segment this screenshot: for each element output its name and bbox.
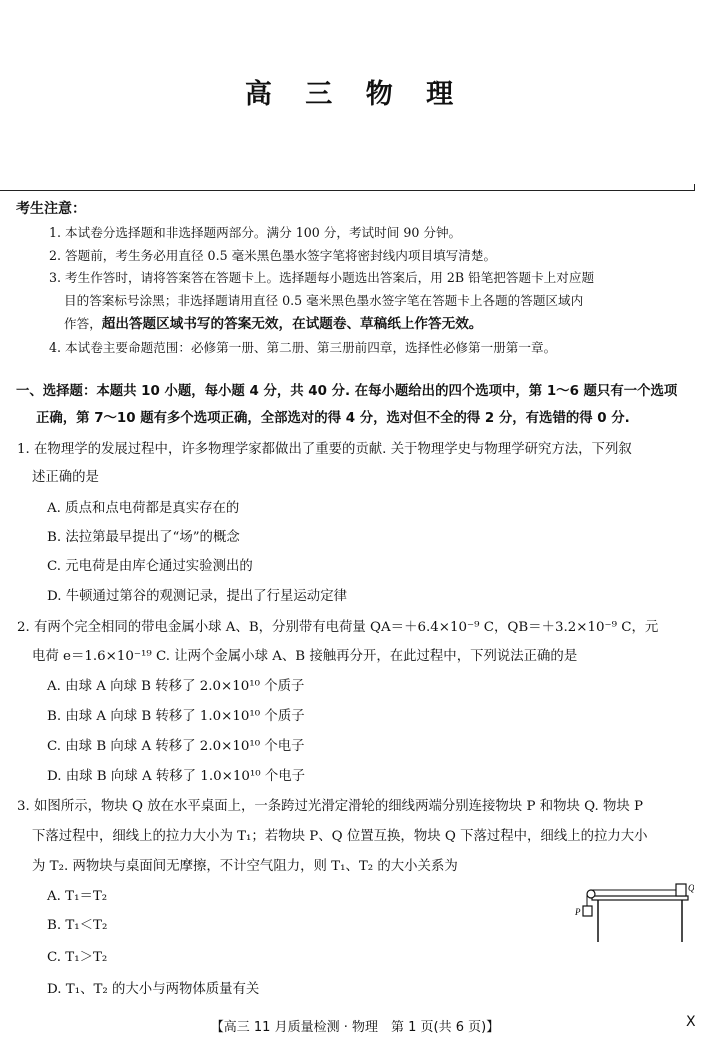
note-3-cont: 目的答案标号涂黑；非选择题请用直径 0.5 毫米黑色墨水签字笔在答题卡上各题的答题区域内: [64, 293, 584, 308]
q3-option-b: B. T₁＜T₂: [47, 918, 108, 933]
pulley-table-figure: [574, 878, 694, 948]
q3-option-c: C. T₁＞T₂: [47, 950, 108, 965]
header-rule-tick: [694, 184, 695, 191]
q1-stem: 1. 在物理学的发展过程中，许多物理学家都做出了重要的贡献. 关于物理学史与物理学研究方法，下列叙: [17, 442, 632, 457]
q3-option-a: A. T₁＝T₂: [47, 889, 108, 904]
block-p: [583, 906, 592, 916]
label-q: Q: [688, 883, 694, 893]
note-3: 3. 考生作答时，请将答案答在答题卡上。选择题每小题选出答案后，用 2B 铅笔把答题卡上对应题: [49, 270, 595, 285]
page-title: 高 三 物 理: [244, 79, 466, 110]
note-3-cont-2: [64, 312, 482, 332]
q3-option-d: D. T₁、T₂ 的大小与两物体质量有关: [47, 982, 260, 997]
note-4: 4. 本试卷主要命题范围：必修第一册、第二册、第三册前四章，选择性必修第一册第一章。: [49, 340, 557, 355]
note-3-emphasis: 超出答题区域书写的答案无效，在试题卷、草稿纸上作答无效。: [101, 316, 483, 332]
q1-option-a: A. 质点和点电荷都是真实存在的: [47, 501, 240, 516]
tabletop: [592, 896, 688, 900]
q2-option-c: C. 由球 B 向球 A 转移了 2.0×10¹⁰ 个电子: [47, 739, 305, 754]
q3-stem: 3. 如图所示，物块 Q 放在水平桌面上，一条跨过光滑定滑轮的细线两端分别连接物块 P 和物块 Q. 物块 P: [17, 799, 644, 814]
notes-heading: 考生注意：: [16, 201, 86, 217]
note-3-answer-prefix: 作答，: [64, 316, 102, 331]
footer-code: X: [686, 1014, 696, 1030]
q2-option-a: A. 由球 A 向球 B 转移了 2.0×10¹⁰ 个质子: [47, 679, 305, 694]
header-rule: [0, 190, 694, 191]
q1-option-c: C. 元电荷是由库仑通过实验测出的: [47, 559, 253, 574]
q3-stem-cont-2: 为 T₂. 两物块与桌面间无摩擦，不计空气阻力，则 T₁、T₂ 的大小关系为: [32, 859, 458, 874]
q2-stem-cont: 电荷 e＝1.6×10⁻¹⁹ C. 让两个金属小球 A、B 接触再分开，在此过程中，下列说法正确的是: [32, 649, 578, 664]
block-q: [676, 884, 686, 896]
q2-option-b: B. 由球 A 向球 B 转移了 1.0×10¹⁰ 个质子: [47, 709, 305, 724]
note-2: 2. 答题前，考生务必用直径 0.5 毫米黑色墨水签字笔将密封线内项目填写清楚。: [49, 248, 497, 263]
label-p: P: [575, 907, 581, 917]
q1-option-b: B. 法拉第最早提出了“场”的概念: [47, 530, 240, 545]
pulley: [587, 890, 595, 898]
note-1: 1. 本试卷分选择题和非选择题两部分。满分 100 分，考试时间 90 分钟。: [49, 225, 462, 240]
q1-stem-cont: 述正确的是: [32, 470, 99, 485]
section-heading-cont: 正确，第 7～10 题有多个选项正确，全部选对的得 4 分，选对但不全的得 2 分，有选错的得 0 分.: [36, 411, 630, 426]
q3-stem-cont: 下落过程中，细线上的拉力大小为 T₁；若物块 P、Q 位置互换，物块 Q 下落过程中，细线上的拉力大小: [32, 829, 648, 844]
page-footer: 【高三 11 月质量检测 · 物理 第 1 页(共 6 页)】: [210, 1020, 500, 1035]
q1-option-d: D. 牛顿通过第谷的观测记录，提出了行星运动定律: [47, 589, 347, 604]
q2-stem: 2. 有两个完全相同的带电金属小球 A、B，分别带有电荷量 QA＝＋6.4×10⁻⁹ C，QB＝＋3.2×10⁻⁹ C，元: [17, 620, 659, 635]
q2-option-d: D. 由球 B 向球 A 转移了 1.0×10¹⁰ 个电子: [47, 769, 306, 784]
section-heading: 一、选择题：本题共 10 小题，每小题 4 分，共 40 分. 在每小题给出的四个选项中，第 1～6 题只有一个选项: [16, 384, 678, 399]
